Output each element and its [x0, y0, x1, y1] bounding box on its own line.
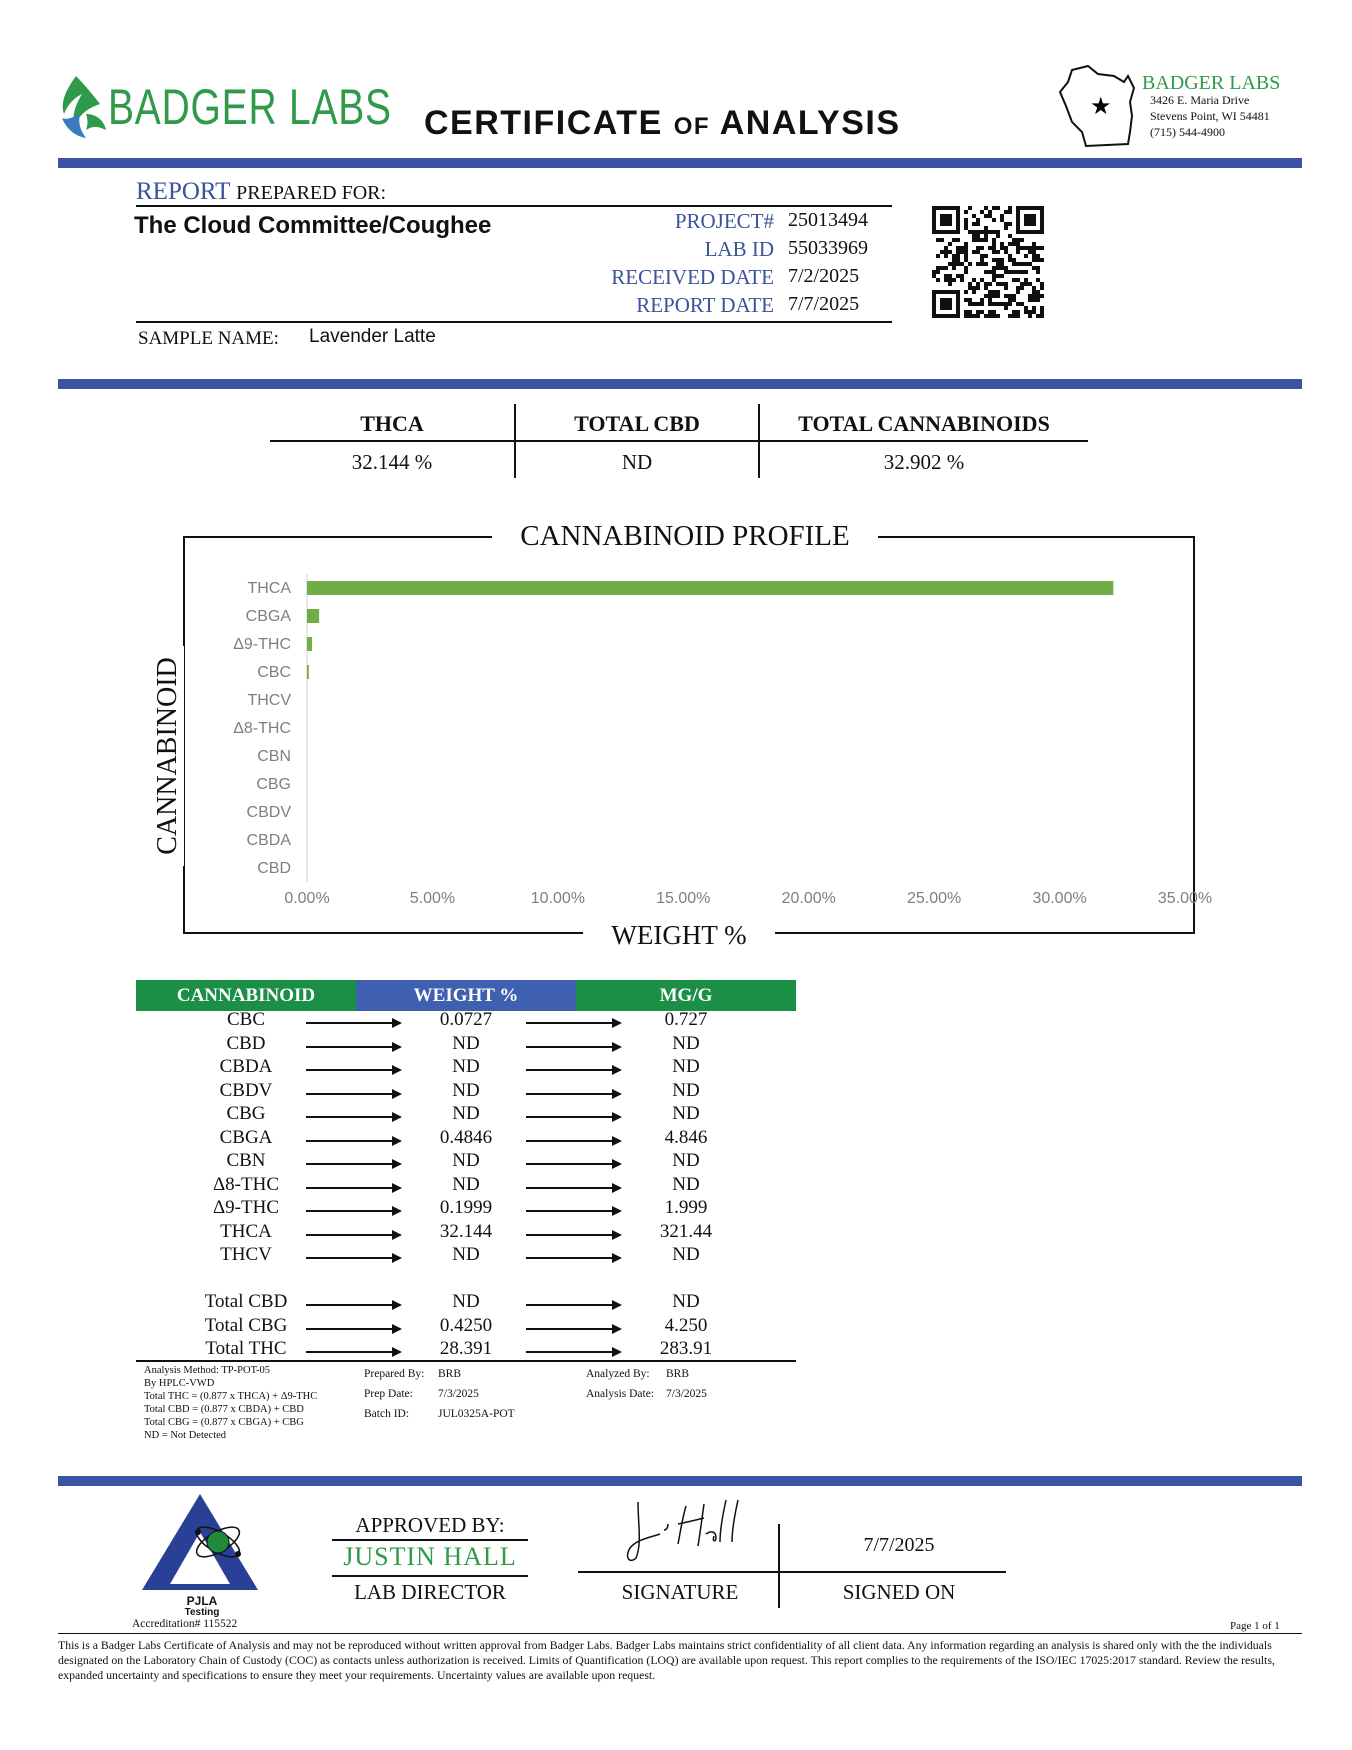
svg-text:★: ★	[1090, 92, 1112, 120]
chart-x-tick-label: 5.00%	[409, 890, 456, 907]
row-cannabinoid: THCA	[220, 1220, 272, 1242]
row-cannabinoid: THCV	[220, 1244, 272, 1265]
signature-rule	[578, 1571, 1006, 1573]
chart-x-tick-label: 30.00%	[1032, 890, 1087, 907]
arrow-icon	[306, 1234, 400, 1236]
row-weight: 32.144	[439, 1220, 493, 1242]
row-weight: ND	[452, 1150, 480, 1171]
chart-x-tick-label: 35.00%	[1157, 890, 1213, 907]
approver-name: JUSTIN HALL	[343, 1542, 517, 1571]
row-weight: ND	[452, 1079, 480, 1101]
prepared-rule	[136, 205, 892, 207]
row-weight: ND	[452, 1291, 480, 1312]
chart-bar	[307, 609, 319, 623]
signature-icon	[616, 1494, 756, 1568]
wisconsin-map-icon	[1058, 62, 1142, 150]
col-header-mgg: MG/G	[576, 980, 796, 1011]
project-number: 25013494	[788, 209, 868, 231]
total-row-name: Total CBG	[204, 1314, 288, 1336]
report-divider	[58, 379, 1302, 389]
row-mgg: ND	[672, 1079, 700, 1101]
analyzed-by-label: Analyzed By:	[586, 1368, 650, 1380]
badger-logo-icon	[56, 74, 108, 140]
chart-category-label: Δ8-THC	[233, 720, 291, 737]
disclaimer-rule	[58, 1633, 1302, 1634]
chart-category-label: CBD	[257, 860, 291, 877]
arrow-icon	[306, 1210, 400, 1212]
arrow-icon	[526, 1234, 620, 1236]
arrow-icon	[306, 1328, 400, 1330]
arrow-icon	[526, 1093, 620, 1095]
chart-category-label: CBGA	[245, 608, 291, 625]
summary-cbd-value: ND	[621, 450, 653, 474]
row-mgg: ND	[672, 1291, 700, 1312]
row-mgg: ND	[672, 1032, 700, 1054]
chart-bar	[307, 581, 1113, 595]
signature-label: SIGNATURE	[621, 1580, 739, 1604]
disclaimer-text: This is a Badger Labs Certificate of Analysis and may not be reproduced without written approval from Badger Labs. Badger Labs maintains strict confidentiality of all client data. Any information regarding an analysis is shared only with the the individuals designated on the Laboratory Chain of Custody (COC) as contacts unless authorization is received. Limits of Quantification (LOQ) are available upon request. This report complies to the requirements of the ISO/IEC 17025:2017 standard. Review the results, expanded uncertainty and specifications to ensure they meet your requirements. Uncertainty values are available upon request.	[58, 1638, 1275, 1682]
header-divider	[58, 158, 1302, 168]
logo-text: BADGER LABS	[108, 79, 392, 135]
title-of: OF	[673, 113, 711, 140]
row-weight: ND	[452, 1103, 480, 1124]
row-weight: ND	[452, 1244, 480, 1265]
arrow-icon	[306, 1046, 400, 1048]
row-cannabinoid: CBG	[226, 1103, 266, 1124]
report-date: 7/7/2025	[788, 293, 860, 315]
row-mgg: 321.44	[659, 1220, 713, 1242]
row-cannabinoid: CBD	[226, 1032, 266, 1054]
row-mgg: ND	[672, 1103, 700, 1124]
row-mgg: ND	[672, 1244, 700, 1265]
chart-category-label: CBG	[256, 776, 291, 793]
row-weight: ND	[452, 1056, 480, 1077]
chart-title: CANNABINOID PROFILE	[492, 520, 878, 553]
prep-date: 7/3/2025	[438, 1388, 479, 1400]
arrow-icon	[526, 1046, 620, 1048]
approved-by-label: APPROVED BY:	[355, 1513, 505, 1537]
arrow-icon	[526, 1351, 620, 1353]
row-mgg: ND	[672, 1150, 700, 1171]
address-street: 3426 E. Maria Drive	[1150, 93, 1250, 107]
approved-rule-bottom	[332, 1575, 528, 1577]
arrow-icon	[526, 1210, 620, 1212]
prepared-by-label: Prepared By:	[364, 1368, 425, 1380]
chart-bar	[307, 665, 309, 679]
approver-title: LAB DIRECTOR	[354, 1580, 506, 1604]
total-row-name: Total THC	[205, 1338, 287, 1359]
row-weight: 28.391	[439, 1338, 493, 1359]
batch-id: JUL0325A-POT	[438, 1408, 515, 1420]
chart-x-tick-label: 20.00%	[781, 890, 836, 907]
received-date: 7/2/2025	[788, 265, 860, 287]
row-weight: 0.1999	[439, 1197, 493, 1218]
row-weight: 0.4846	[439, 1126, 493, 1148]
row-weight: ND	[452, 1032, 480, 1054]
row-mgg: 283.91	[659, 1338, 713, 1359]
row-mgg: 0.727	[664, 1009, 708, 1030]
arrow-icon	[526, 1304, 620, 1306]
row-cannabinoid: CBDA	[219, 1056, 273, 1077]
pjla-sub: Testing	[184, 1607, 220, 1618]
method-note-line: Analysis Method: TP-POT-05	[144, 1365, 271, 1376]
chart-x-tick-label: 0.00%	[284, 890, 330, 907]
summary-cbd-label: TOTAL CBD	[574, 411, 700, 436]
total-row-name: Total CBD	[204, 1291, 288, 1312]
chart-x-tick-label: 15.00%	[656, 890, 711, 907]
row-cannabinoid: CBC	[226, 1009, 266, 1030]
chart-category-label: THCA	[247, 580, 291, 597]
chart-category-label: THCV	[247, 692, 291, 709]
row-mgg: 4.250	[664, 1314, 708, 1336]
accreditation-number: Accreditation# 115522	[132, 1618, 238, 1630]
method-note-line: By HPLC-VWD	[144, 1378, 215, 1389]
row-cannabinoid: Δ9-THC	[212, 1197, 280, 1218]
approved-rule-top	[332, 1539, 528, 1541]
prepared-by: BRB	[438, 1368, 462, 1380]
sample-name: Lavender Latte	[309, 326, 436, 347]
signed-on-label: SIGNED ON	[842, 1580, 956, 1604]
signed-on-date: 7/7/2025	[863, 1534, 935, 1556]
method-note-line: Total THC = (0.877 x THCA) + Δ9-THC	[144, 1391, 318, 1402]
row-cannabinoid: CBGA	[219, 1126, 273, 1148]
arrow-icon	[306, 1022, 400, 1024]
address-city: Stevens Point, WI 54481	[1150, 109, 1270, 123]
qr-code-icon	[932, 206, 1044, 318]
arrow-icon	[526, 1163, 620, 1165]
method-note-line: ND = Not Detected	[144, 1430, 227, 1441]
lab-id: 55033969	[788, 237, 868, 259]
analysis-date: 7/3/2025	[666, 1388, 707, 1400]
document-title	[424, 104, 901, 143]
report-label: REPORT	[136, 178, 230, 205]
chart-category-label: CBDA	[246, 832, 291, 849]
arrow-icon	[526, 1187, 620, 1189]
arrow-icon	[526, 1328, 620, 1330]
summary-thca-label: THCA	[360, 411, 424, 436]
analyzed-by: BRB	[666, 1368, 690, 1380]
arrow-icon	[306, 1140, 400, 1142]
report-prepared-heading	[136, 178, 386, 206]
chart-y-axis-label: CANNABINOID	[152, 646, 184, 866]
row-mgg: 4.846	[664, 1126, 708, 1148]
cannabinoid-profile-chart	[183, 536, 1213, 934]
title-analysis: ANALYSIS	[719, 104, 901, 142]
arrow-icon	[306, 1257, 400, 1259]
summary-total-label: TOTAL CANNABINOIDS	[798, 411, 1050, 436]
title-certificate: CERTIFICATE	[424, 104, 663, 142]
row-weight: 0.4250	[439, 1314, 493, 1336]
pjla-name: PJLA	[186, 1594, 218, 1608]
report-info-rule	[136, 321, 892, 323]
chart-x-tick-label: 10.00%	[530, 890, 585, 907]
chart-bar	[307, 637, 312, 651]
project-label: PROJECT#	[674, 209, 774, 233]
chart-x-tick-label: 25.00%	[907, 890, 962, 907]
row-cannabinoid: CBDV	[219, 1079, 273, 1101]
chart-category-label: CBN	[257, 748, 291, 765]
summary-rule	[270, 440, 1088, 442]
row-cannabinoid: CBN	[226, 1150, 266, 1171]
received-date-label: RECEIVED DATE	[611, 265, 774, 289]
client-name: The Cloud Committee/Coughee	[134, 212, 492, 239]
method-note-line: Total CBG = (0.877 x CBGA) + CBG	[144, 1417, 304, 1428]
method-note-line: Total CBD = (0.877 x CBDA) + CBD	[144, 1404, 304, 1415]
arrow-icon	[526, 1140, 620, 1142]
batch-id-label: Batch ID:	[364, 1408, 410, 1420]
arrow-icon	[526, 1069, 620, 1071]
col-header-cannabinoid: CANNABINOID	[136, 980, 356, 1011]
arrow-icon	[526, 1022, 620, 1024]
summary-total-value: 32.902 %	[883, 450, 965, 474]
lab-id-label: LAB ID	[704, 237, 774, 261]
row-mgg: 1.999	[664, 1197, 708, 1218]
row-mgg: ND	[672, 1056, 700, 1077]
row-weight: 0.0727	[439, 1009, 493, 1030]
arrow-icon	[306, 1093, 400, 1095]
chart-x-axis-label: WEIGHT %	[583, 920, 775, 951]
chart-category-label: CBDV	[246, 804, 291, 821]
address-company: BADGER LABS	[1142, 72, 1281, 94]
arrow-icon	[306, 1351, 400, 1353]
row-cannabinoid: Δ8-THC	[212, 1173, 280, 1195]
arrow-icon	[526, 1116, 620, 1118]
pjla-accreditation-logo-icon	[140, 1492, 260, 1592]
arrow-icon	[306, 1163, 400, 1165]
footer-divider	[58, 1476, 1302, 1486]
chart-category-label: CBC	[257, 664, 291, 681]
arrow-icon	[306, 1187, 400, 1189]
summary-thca-value: 32.144 %	[351, 450, 433, 474]
prep-date-label: Prep Date:	[364, 1388, 413, 1400]
row-weight: ND	[452, 1173, 480, 1195]
arrow-icon	[526, 1257, 620, 1259]
report-date-label: REPORT DATE	[636, 293, 774, 317]
prepared-for-label: PREPARED FOR:	[236, 182, 387, 204]
row-mgg: ND	[672, 1173, 700, 1195]
table-bottom-rule	[136, 1360, 796, 1362]
col-header-weight: WEIGHT %	[356, 980, 576, 1011]
analysis-date-label: Analysis Date:	[586, 1388, 655, 1400]
address-phone: (715) 544-4900	[1150, 125, 1225, 139]
page-number: Page 1 of 1	[1230, 1620, 1280, 1632]
arrow-icon	[306, 1116, 400, 1118]
method-notes	[144, 1364, 317, 1442]
arrow-icon	[306, 1304, 400, 1306]
sample-name-label: SAMPLE NAME:	[138, 328, 279, 349]
chart-category-label: Δ9-THC	[233, 636, 291, 653]
arrow-icon	[306, 1069, 400, 1071]
